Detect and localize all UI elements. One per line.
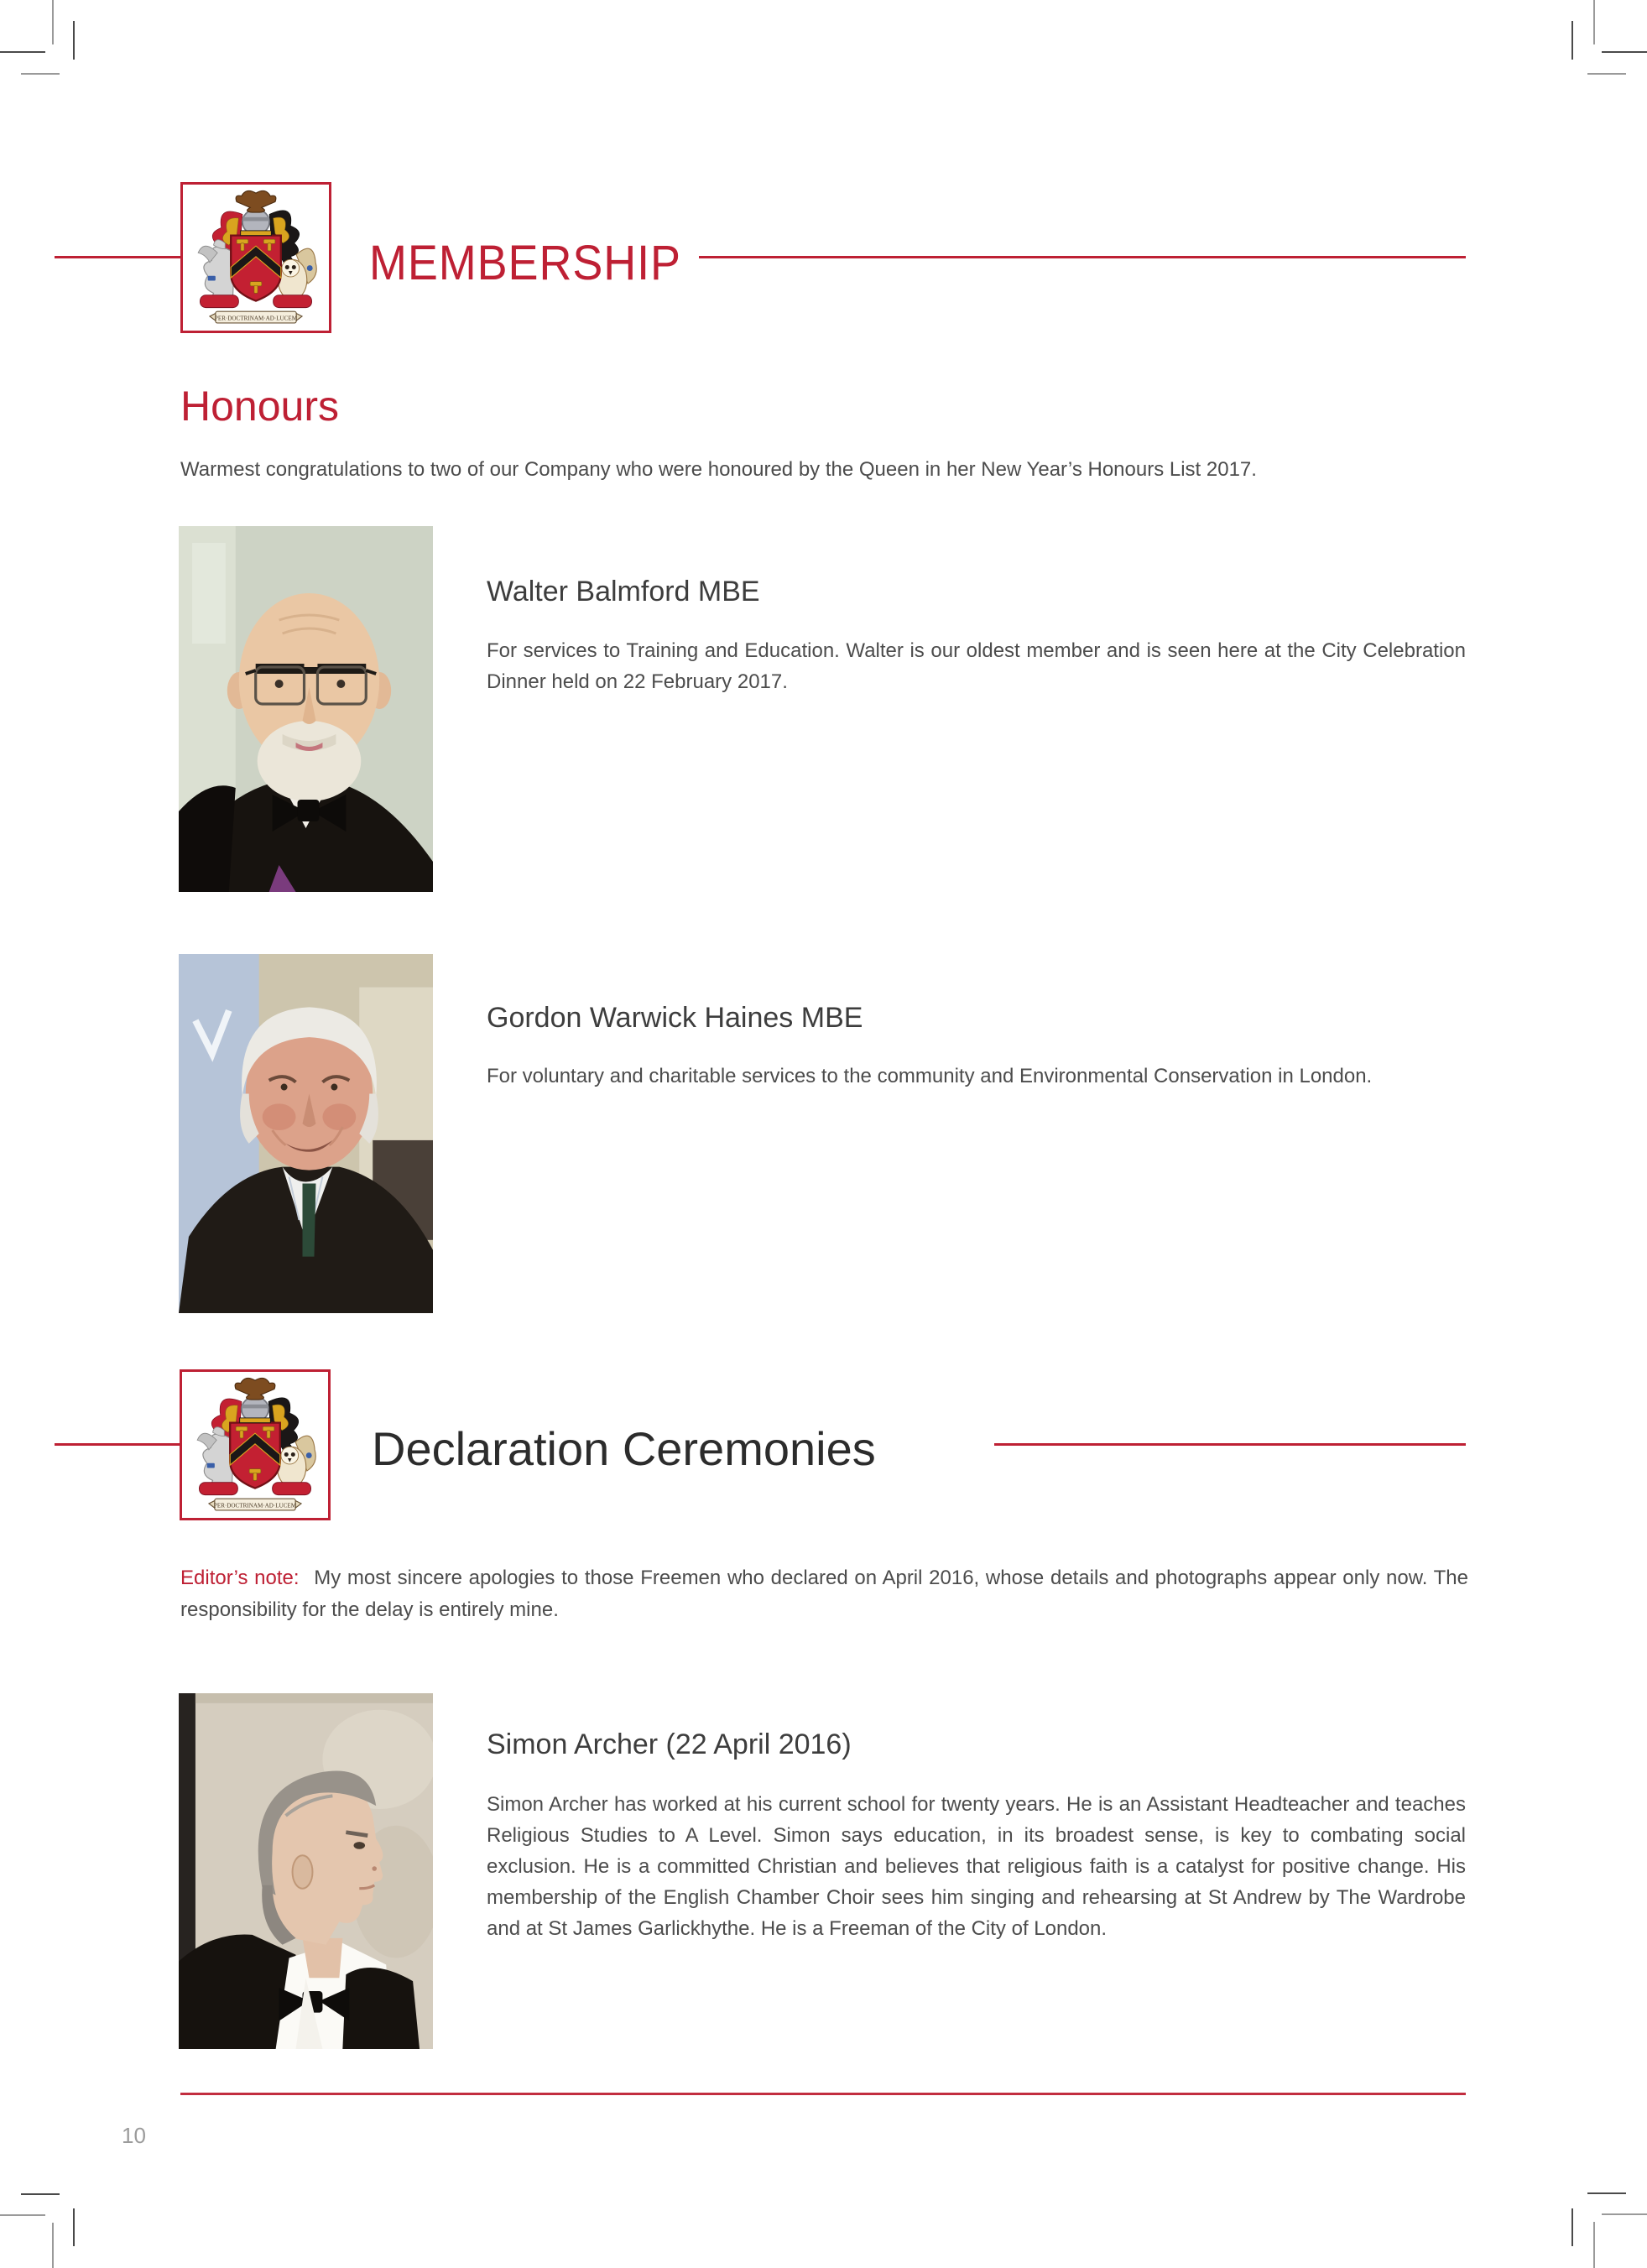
honours-heading: Honours [180, 383, 339, 430]
declaration-crest-box [180, 1369, 331, 1520]
crop-mark [1571, 21, 1573, 60]
entry-desc-simon-archer: Simon Archer has worked at his current school for twenty years. He is an Assistant Headteacher and teaches Religious Studies to A Level. Simon says education, in its broadest sense, is key to combating social exclusion. He is a committed Christian and believes that religious faith is a catalyst for positive change. His membership of the English Chamber Choir sees him singing and rehearsing at St Andrew by The Wardrobe and at St James Garlickhythe. He is a Freeman of the City of London. [487, 1793, 1466, 1940]
photo-walter-balmford [179, 526, 433, 892]
crop-mark [21, 73, 60, 75]
portrait-gordon-warwick-haines-image [179, 954, 433, 1313]
crop-mark [52, 2223, 54, 2268]
membership-section-title: MEMBERSHIP [369, 236, 681, 290]
crop-mark [1571, 2208, 1573, 2246]
portrait-simon-archer-image [179, 1693, 433, 2049]
crop-mark [73, 2208, 75, 2246]
entry-desc-walter-balmford: For services to Training and Education. Walter is our oldest member and is seen here at the City Celebration Dinner held on 22 February 2017. [487, 639, 1466, 693]
declaration-rule-right [994, 1443, 1466, 1446]
photo-gordon-warwick-haines [179, 954, 433, 1313]
crop-mark [0, 51, 45, 53]
membership-crest-box [180, 182, 331, 333]
crop-mark [73, 21, 75, 60]
crop-mark [1587, 2192, 1626, 2194]
membership-rule-right [699, 256, 1466, 258]
page-number: 10 [122, 2123, 146, 2148]
portrait-walter-balmford-image [179, 526, 433, 892]
entry-desc-gordon-warwick-haines: For voluntary and charitable services to the community and Environmental Conservation in London. [487, 1065, 1373, 1087]
entry-name-simon-archer: Simon Archer (22 April 2016) [487, 1728, 852, 1760]
coat-of-arms-icon [185, 1373, 326, 1517]
crop-mark [1602, 51, 1647, 53]
footer-rule [180, 2093, 1466, 2095]
entry-name-gordon-warwick-haines: Gordon Warwick Haines MBE [487, 1002, 863, 1034]
crop-mark [1593, 0, 1595, 44]
editors-note-label: Editor’s note: [180, 1567, 300, 1589]
editors-note-text: My most sincere apologies to those Freemen who declared on April 2016, whose details and photographs appear only now. The responsibility for the delay is entirely mine. [180, 1567, 1469, 1621]
crop-mark [0, 2214, 45, 2216]
crop-mark [1587, 73, 1626, 75]
photo-simon-archer [179, 1693, 433, 2049]
crop-mark [1593, 2222, 1595, 2268]
honours-intro: Warmest congratulations to two of our Company who were honoured by the Queen in her New Year’s Honours List 2017. [180, 458, 1257, 481]
crop-mark [1602, 2213, 1647, 2215]
editors-note [180, 1562, 1468, 1626]
entry-name-walter-balmford: Walter Balmford MBE [487, 576, 760, 607]
declaration-rule-left [55, 1443, 180, 1446]
declaration-section-title: Declaration Ceremonies [372, 1422, 876, 1475]
coat-of-arms-icon [185, 185, 326, 330]
crop-mark [21, 2193, 60, 2195]
membership-rule-left [55, 256, 180, 258]
crop-mark [52, 0, 54, 44]
